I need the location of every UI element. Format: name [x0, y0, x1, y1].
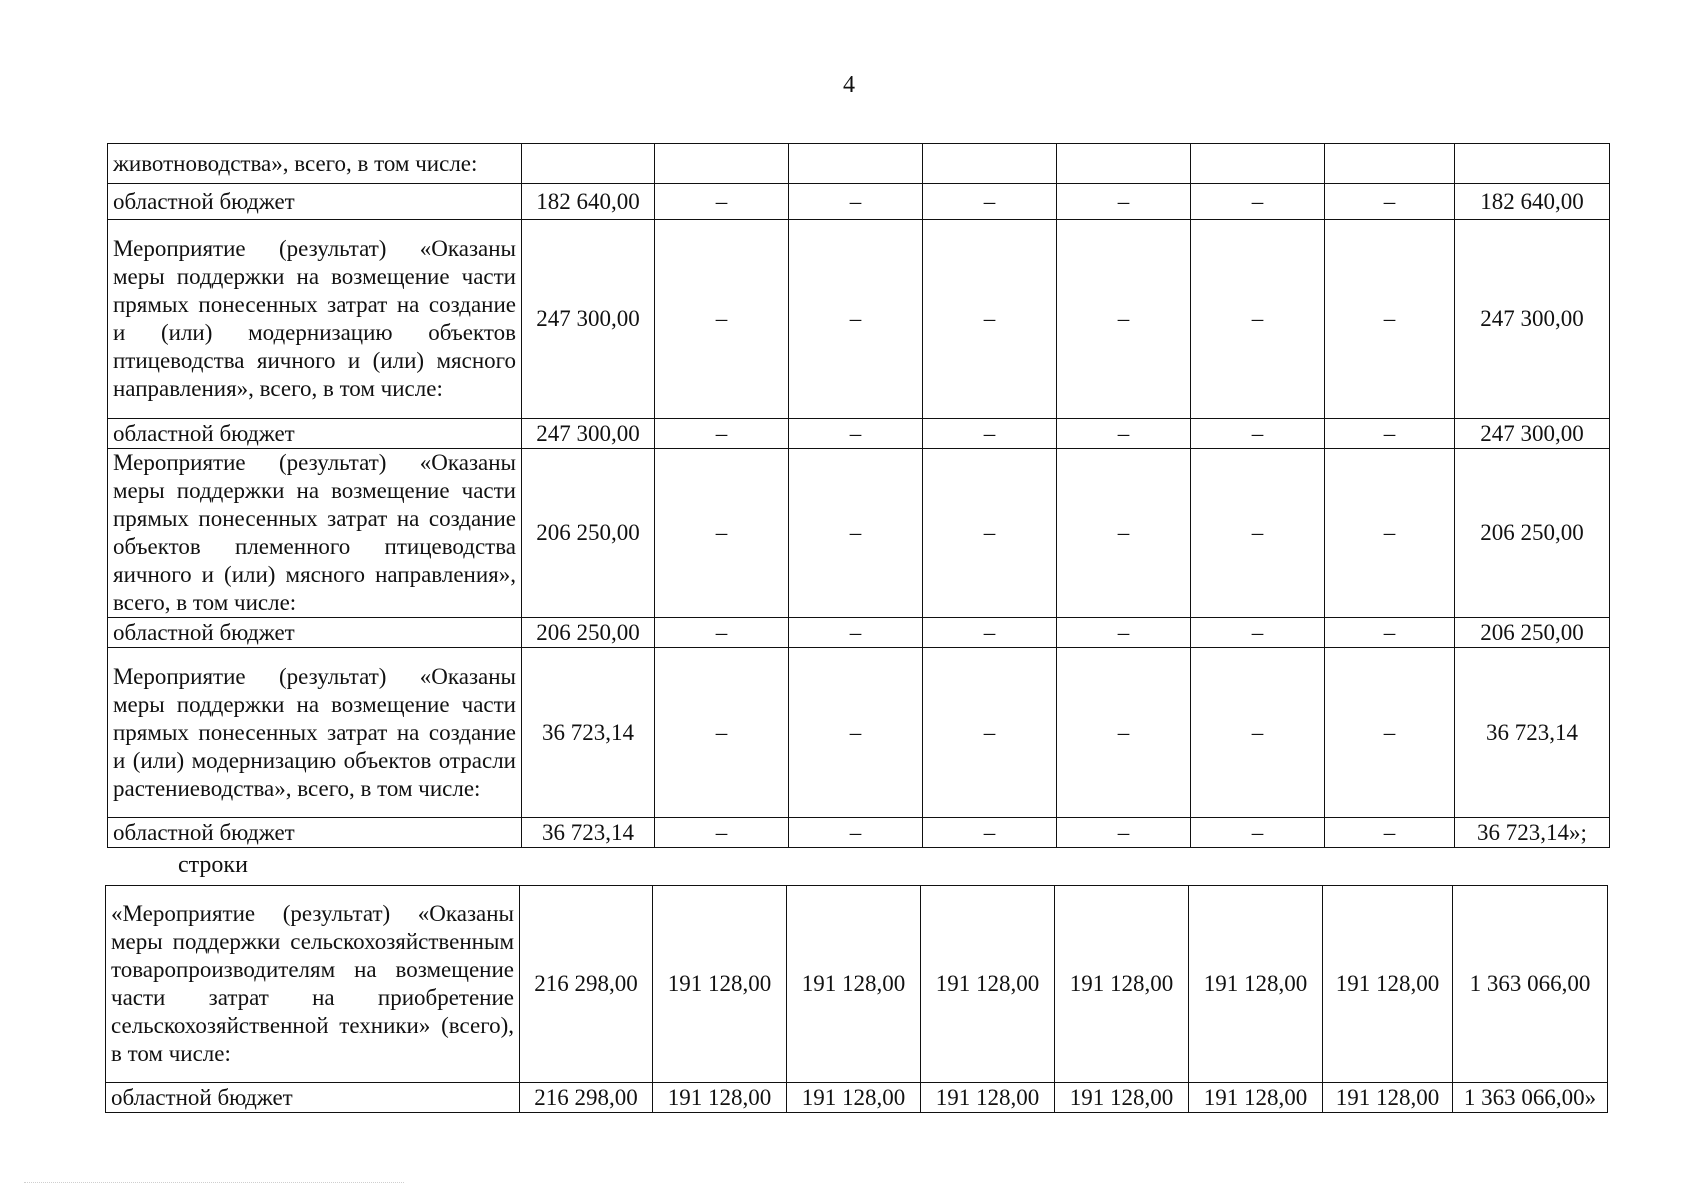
page-number: 4 — [843, 72, 855, 98]
value-cell: 191 128,00 — [653, 886, 787, 1083]
value-cell — [923, 144, 1057, 184]
value-cell: 182 640,00 — [522, 184, 655, 220]
row-label-cell: областной бюджет — [108, 618, 522, 648]
value-cell: – — [1191, 618, 1325, 648]
table-row — [108, 144, 1610, 184]
row-label-cell: Мероприятие (результат) «Оказаны меры поддержки на возмещение части прямых понесенных затрат на создание объектов племенного птицеводства яичного и (или) мясного направления», всего, в том числе: — [108, 449, 522, 618]
scan-artifact — [24, 1182, 404, 1184]
value-cell: 247 300,00 — [522, 419, 655, 449]
value-cell: 191 128,00 — [921, 886, 1055, 1083]
value-cell: 216 298,00 — [520, 886, 653, 1083]
value-cell: – — [1057, 648, 1191, 818]
row-label-cell: областной бюджет — [108, 184, 522, 220]
row-label-cell: областной бюджет — [108, 818, 522, 848]
value-cell: – — [789, 618, 923, 648]
value-cell: 36 723,14 — [522, 648, 655, 818]
funding-table-bottom — [105, 885, 1608, 1113]
value-cell: 36 723,14»; — [1455, 818, 1610, 848]
value-cell: 36 723,14 — [522, 818, 655, 848]
value-cell: – — [1325, 648, 1455, 818]
value-cell: – — [1325, 184, 1455, 220]
value-cell — [1057, 144, 1191, 184]
value-cell: – — [1191, 818, 1325, 848]
value-cell — [1455, 144, 1610, 184]
value-cell: – — [1191, 648, 1325, 818]
value-cell: – — [789, 419, 923, 449]
value-cell: – — [789, 184, 923, 220]
value-cell: 191 128,00 — [1189, 1083, 1323, 1113]
value-cell: 191 128,00 — [1055, 1083, 1189, 1113]
value-cell: – — [1191, 449, 1325, 618]
value-cell: – — [655, 449, 789, 618]
value-cell: – — [923, 449, 1057, 618]
value-cell: 1 363 066,00 — [1453, 886, 1608, 1083]
value-cell: – — [1057, 220, 1191, 419]
value-cell: 247 300,00 — [1455, 220, 1610, 419]
value-cell: – — [1325, 449, 1455, 618]
funding-table-top — [107, 143, 1610, 848]
value-cell: 191 128,00 — [653, 1083, 787, 1113]
value-cell: 191 128,00 — [1323, 886, 1453, 1083]
value-cell — [655, 144, 789, 184]
value-cell: 191 128,00 — [1323, 1083, 1453, 1113]
value-cell: – — [923, 618, 1057, 648]
value-cell: – — [789, 818, 923, 848]
value-cell: – — [1057, 419, 1191, 449]
table-row — [108, 618, 1610, 648]
value-cell: – — [655, 818, 789, 848]
value-cell: – — [655, 220, 789, 419]
value-cell: 216 298,00 — [520, 1083, 653, 1113]
row-label-cell: областной бюджет — [108, 419, 522, 449]
value-cell: 206 250,00 — [1455, 618, 1610, 648]
value-cell: – — [655, 184, 789, 220]
value-cell: – — [923, 648, 1057, 818]
value-cell: 36 723,14 — [1455, 648, 1610, 818]
value-cell: 191 128,00 — [1189, 886, 1323, 1083]
row-label-cell: областной бюджет — [106, 1083, 520, 1113]
value-cell: 206 250,00 — [522, 618, 655, 648]
table-row — [108, 419, 1610, 449]
value-cell: – — [789, 449, 923, 618]
value-cell: – — [789, 648, 923, 818]
value-cell: – — [923, 184, 1057, 220]
value-cell: 191 128,00 — [921, 1083, 1055, 1113]
value-cell — [522, 144, 655, 184]
value-cell: – — [1325, 618, 1455, 648]
value-cell: – — [923, 419, 1057, 449]
value-cell — [1191, 144, 1325, 184]
table-row — [108, 220, 1610, 419]
value-cell: – — [1191, 419, 1325, 449]
value-cell: – — [1325, 818, 1455, 848]
row-label-cell: Мероприятие (результат) «Оказаны меры поддержки на возмещение части прямых понесенных затрат на создание и (или) модернизацию объектов отрасли растениеводства», всего, в том числе: — [108, 648, 522, 818]
value-cell: 206 250,00 — [522, 449, 655, 618]
table-row — [106, 1083, 1608, 1113]
value-cell: 247 300,00 — [522, 220, 655, 419]
value-cell: – — [923, 818, 1057, 848]
table-row — [106, 886, 1608, 1083]
value-cell — [789, 144, 923, 184]
row-label-cell: Мероприятие (результат) «Оказаны меры поддержки на возмещение части прямых понесенных затрат на создание и (или) модернизацию объектов птицеводства яичного и (или) мясного направления», всего, в том числе: — [108, 220, 522, 419]
funding-table-top-body — [108, 144, 1610, 848]
value-cell: – — [655, 419, 789, 449]
value-cell: – — [1191, 184, 1325, 220]
funding-table-bottom-body — [106, 886, 1608, 1113]
value-cell: 191 128,00 — [1055, 886, 1189, 1083]
value-cell: 182 640,00 — [1455, 184, 1610, 220]
table-row — [108, 818, 1610, 848]
value-cell — [1325, 144, 1455, 184]
table-row — [108, 184, 1610, 220]
value-cell: – — [1191, 220, 1325, 419]
table-row — [108, 648, 1610, 818]
row-label-cell: «Мероприятие (результат) «Оказаны меры поддержки сельскохозяйственным товаропроизводителям на возмещение части затрат на приобретение сельскохозяйственной техники» (всего), в том числе: — [106, 886, 520, 1083]
row-label-cell: животноводства», всего, в том числе: — [108, 144, 522, 184]
value-cell: – — [789, 220, 923, 419]
value-cell: – — [1057, 449, 1191, 618]
value-cell: 1 363 066,00» — [1453, 1083, 1608, 1113]
section-label: строки — [178, 852, 248, 878]
value-cell: – — [1325, 419, 1455, 449]
value-cell: 191 128,00 — [787, 886, 921, 1083]
value-cell: 191 128,00 — [787, 1083, 921, 1113]
value-cell: 247 300,00 — [1455, 419, 1610, 449]
value-cell: – — [923, 220, 1057, 419]
value-cell: – — [655, 618, 789, 648]
value-cell: – — [1057, 818, 1191, 848]
value-cell: – — [655, 648, 789, 818]
value-cell: – — [1057, 618, 1191, 648]
value-cell: – — [1325, 220, 1455, 419]
table-row — [108, 449, 1610, 618]
value-cell: – — [1057, 184, 1191, 220]
value-cell: 206 250,00 — [1455, 449, 1610, 618]
